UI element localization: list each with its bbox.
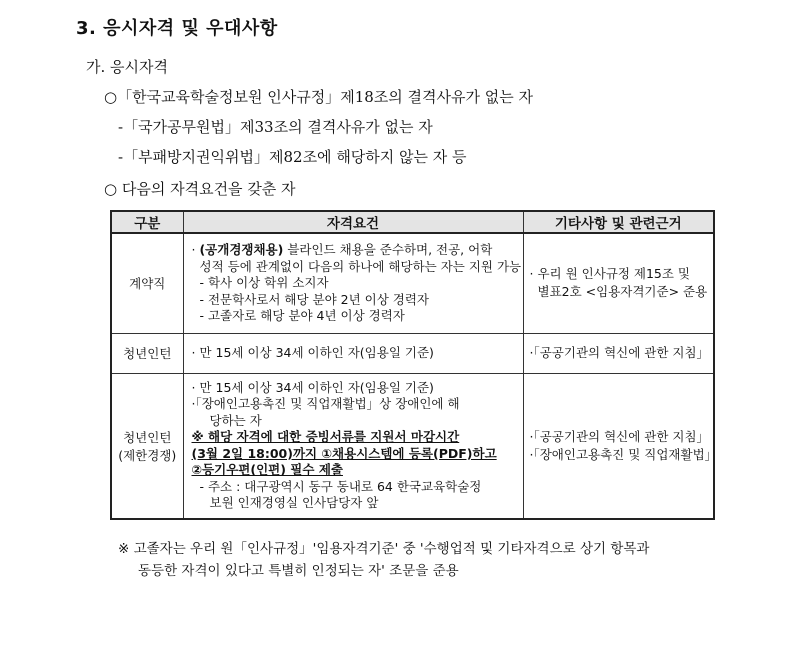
requirement-line: · 만 15세 이상 34세 이하인 자(임용일 기준)	[191, 344, 434, 360]
requirement-line: ·「장애인고용촉진 및 직업재활법」상 장애인에 해	[191, 396, 460, 412]
requirement-bold: (공개경쟁채용)	[199, 242, 284, 257]
header-requirements: 자격요건	[183, 211, 523, 233]
qualification-line: -「국가공무원법」제33조의 결격사유가 없는 자	[118, 118, 433, 136]
etc-line: ·「장애인고용촉진 및 직업재활법」	[529, 446, 718, 462]
qualification-table	[110, 210, 718, 520]
etc-line: · 우리 원 인사규정 제15조 및	[529, 266, 690, 282]
table-row	[111, 333, 714, 373]
category-sublabel: (제한경쟁)	[118, 447, 177, 463]
requirements-cell	[183, 333, 523, 373]
requirement-line: - 학사 이상 학위 소지자	[199, 275, 329, 290]
requirement-line: 당하는 자	[209, 412, 262, 428]
header-category: 구분	[111, 211, 183, 233]
qualification-line: -「부패방지권익위법」제82조에 해당하지 않는 자 등	[118, 148, 467, 166]
sub-title: 가. 응시자격	[86, 58, 168, 76]
requirements-cell	[183, 373, 523, 519]
requirement-line: 보원 인재경영실 인사담당자 앞	[209, 495, 379, 511]
requirement-line: · 만 15세 이상 34세 이하인 자(임용일 기준)	[191, 379, 434, 395]
requirement-notice: ※ 해당 자격에 대한 증빙서류를 지원서 마감시간	[191, 429, 460, 445]
section-title: 3. 응시자격 및 우대사항	[76, 18, 278, 39]
etc-line: 별표2호 <임용자격기준> 준용	[537, 284, 708, 300]
category-cell	[111, 333, 183, 373]
etc-cell	[523, 233, 714, 333]
requirements-cell	[183, 233, 523, 333]
etc-cell	[523, 373, 718, 519]
qualification-line: ○ 다음의 자격요건을 갖춘 자	[104, 180, 296, 198]
etc-cell	[523, 333, 714, 373]
category-label: 청년인턴	[123, 346, 172, 361]
requirement-line: · (공개경쟁채용) 블라인드 채용을 준수하며, 전공, 어학	[191, 242, 493, 257]
requirement-line: - 전문학사로서 해당 분야 2년 이상 경력자	[199, 291, 430, 307]
footnote-line: ※ 고졸자는 우리 원「인사규정」'임용자격기준' 중 '수행업적 및 기타자격으로 상기 항목과	[118, 541, 650, 557]
requirement-line: - 고졸자로 해당 분야 4년 이상 경력자	[199, 308, 405, 323]
footnote-line: 동등한 자격이 있다고 특별히 인정되는 자' 조문을 준용	[138, 563, 459, 579]
etc-line: ·「공공기관의 혁신에 관한 지침」	[529, 345, 710, 360]
category-label: 청년인턴	[123, 429, 172, 445]
table-header-row	[111, 211, 714, 233]
category-cell	[111, 373, 183, 519]
category-label: 계약직	[129, 276, 166, 292]
requirement-notice: ②등기우편(인편) 필수 제출	[191, 462, 343, 478]
requirement-line: - 주소 : 대구광역시 동구 동내로 64 한국교육학술정	[199, 478, 482, 494]
header-etc: 기타사항 및 관련근거	[523, 211, 714, 233]
etc-line: ·「공공기관의 혁신에 관한 지침」	[529, 428, 710, 444]
requirement-notice: (3월 2일 18:00)까지 ①채용시스템에 등록(PDF)하고	[191, 445, 497, 461]
table-row	[111, 373, 714, 519]
qualification-line: ○「한국교육학술정보원 인사규정」제18조의 결격사유가 없는 자	[104, 88, 534, 106]
category-cell	[111, 233, 183, 333]
footnote	[118, 538, 649, 582]
requirement-line: 성적 등에 관계없이 다음의 하나에 해당하는 자는 지원 가능	[199, 258, 522, 274]
table-row	[111, 233, 714, 333]
